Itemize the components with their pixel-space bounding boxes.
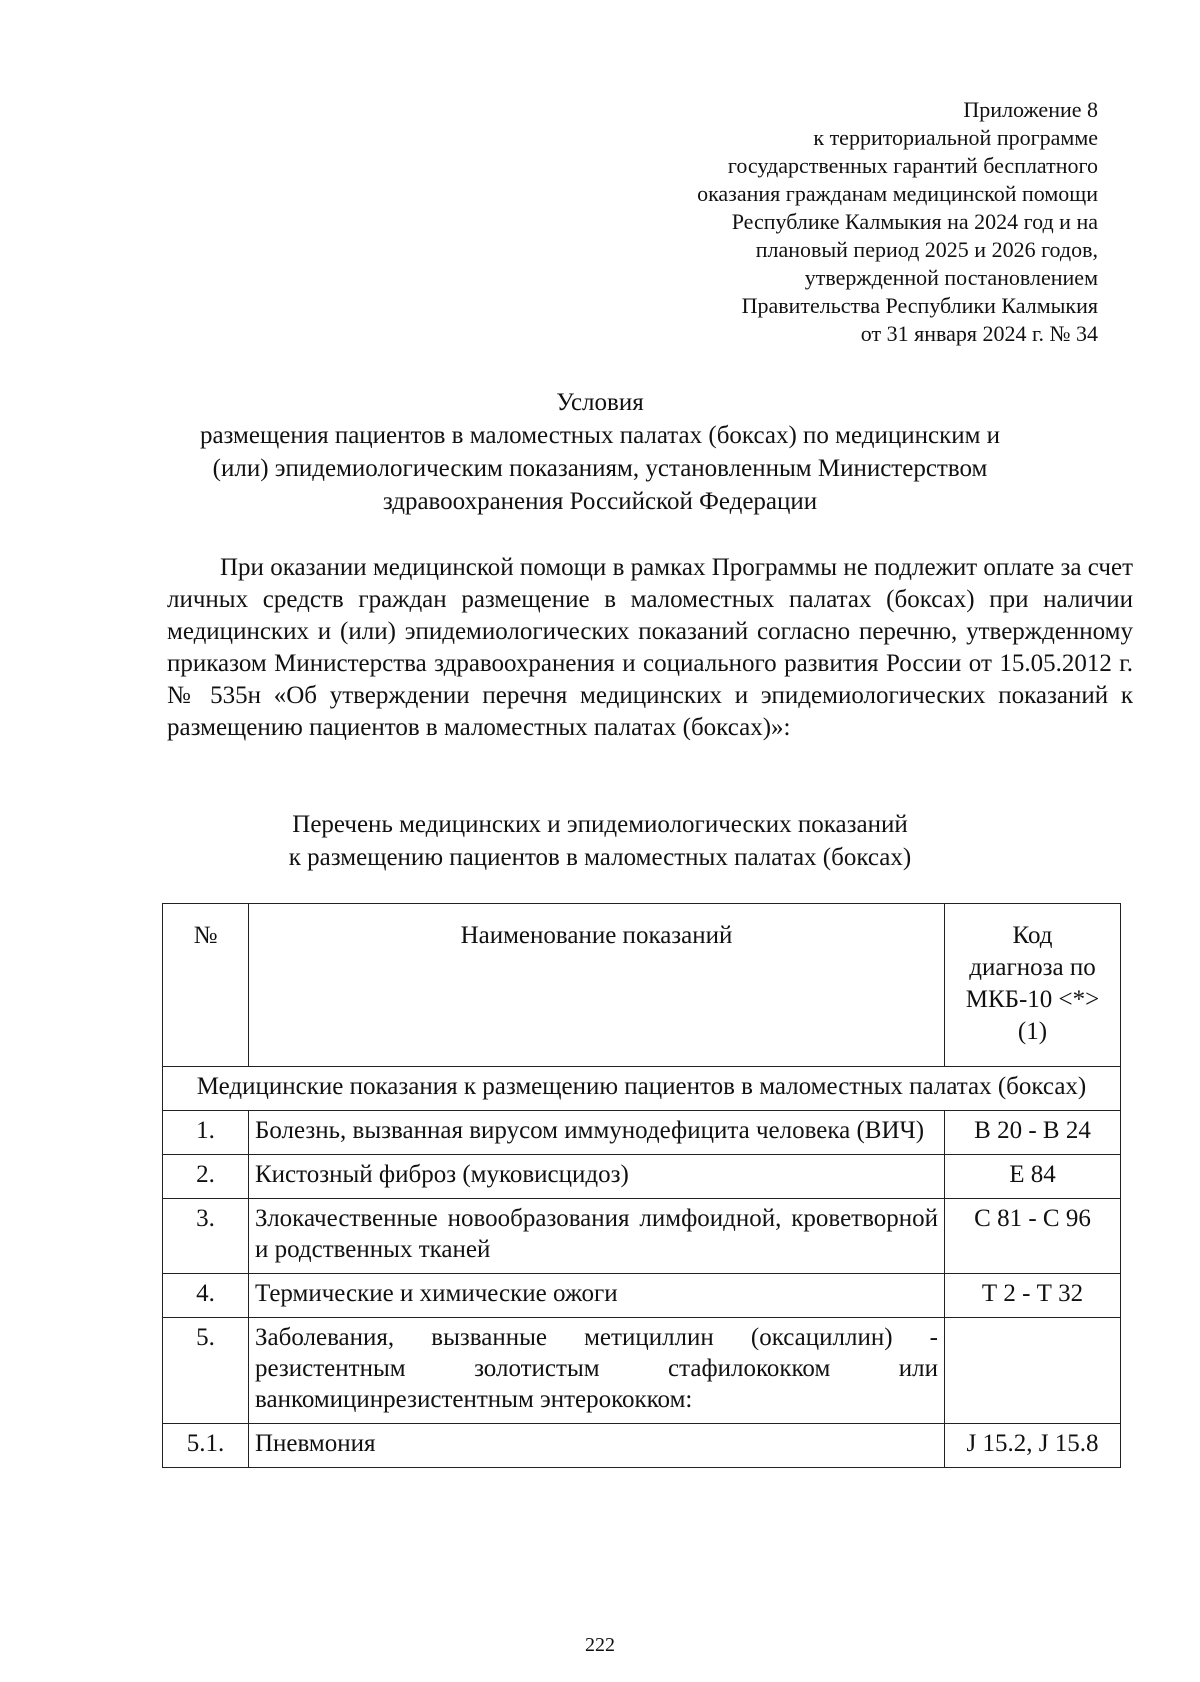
row-code: Т 2 - Т 32	[945, 1274, 1121, 1318]
annex-line: к территориальной программе	[813, 125, 1098, 150]
annex-line: Приложение 8	[963, 97, 1098, 122]
annex-header	[697, 96, 1098, 348]
header-number: №	[163, 904, 249, 1067]
list-title-line: к размещению пациентов в маломестных палатах (боксах)	[288, 844, 912, 871]
title-line: здравоохранения Российской Федерации	[382, 488, 818, 515]
indications-table	[162, 903, 1121, 1468]
row-code: J 15.2, J 15.8	[945, 1424, 1121, 1468]
table-row	[163, 1111, 1121, 1155]
annex-line: утвержденной постановлением	[804, 265, 1098, 290]
annex-line: Республике Калмыкия на 2024 год и на	[731, 209, 1098, 234]
table-row	[163, 1274, 1121, 1318]
header-code-line: диагноза по	[969, 954, 1096, 981]
header-code-line: (1)	[1017, 1018, 1048, 1045]
row-code: Е 84	[945, 1155, 1121, 1199]
table-row	[163, 1199, 1121, 1274]
title-line: размещения пациентов в маломестных палатах (боксах) по медицинским и	[199, 422, 1001, 449]
header-code	[945, 904, 1121, 1067]
annex-line: государственных гарантий бесплатного	[727, 153, 1098, 178]
row-number: 2.	[163, 1155, 249, 1199]
document-title	[150, 386, 1050, 518]
annex-line: плановый период 2025 и 2026 годов,	[755, 237, 1098, 262]
table-section-row	[163, 1067, 1121, 1111]
annex-line: оказания гражданам медицинской помощи	[697, 181, 1098, 206]
row-number: 5.	[163, 1318, 249, 1424]
list-title	[150, 808, 1050, 874]
row-name: Термические и химические ожоги	[249, 1274, 945, 1318]
page-number: 222	[585, 1634, 615, 1656]
row-name: Заболевания, вызванные метициллин (оксациллин) - резистентным золотистым стафилококком или ванкомицинрезистентным энтерококком:	[249, 1318, 945, 1424]
table-row	[163, 1318, 1121, 1424]
row-code: С 81 - С 96	[945, 1199, 1121, 1274]
row-number: 4.	[163, 1274, 249, 1318]
row-name: Болезнь, вызванная вирусом иммунодефицита человека (ВИЧ)	[249, 1111, 945, 1155]
row-name: Кистозный фиброз (муковисцидоз)	[249, 1155, 945, 1199]
annex-line: Правительства Республики Калмыкия	[741, 293, 1098, 318]
row-code: В 20 - В 24	[945, 1111, 1121, 1155]
row-number: 5.1.	[163, 1424, 249, 1468]
row-code	[945, 1318, 1121, 1424]
table-row	[163, 1424, 1121, 1468]
header-code-line: МКБ-10 <*>	[965, 986, 1100, 1013]
list-title-line: Перечень медицинских и эпидемиологических показаний	[292, 811, 908, 838]
table-header-row	[163, 904, 1121, 1067]
section-title: Медицинские показания к размещению пациентов в маломестных палатах (боксах)	[163, 1067, 1121, 1111]
annex-line: от 31 января 2024 г. № 34	[860, 321, 1098, 346]
title-heading: Условия	[556, 389, 644, 416]
title-line: (или) эпидемиологическим показаниям, установленным Министерством	[212, 455, 988, 482]
body-paragraph: При оказании медицинской помощи в рамках Программы не подлежит оплате за счет личных средств граждан размещение в маломестных палатах (боксах) при наличии медицинских и (или) эпидемиологических показаний согласно перечню, утвержденному приказом Министерства здравоохранения и социального развития России от 15.05.2012 г.№ 535н «Об утверждении перечня медицинских и эпидемиологических показаний к размещению пациентов в маломестных палатах (боксах)»:	[167, 554, 1133, 741]
header-code-line: Код	[1012, 922, 1053, 949]
row-name: Пневмония	[249, 1424, 945, 1468]
table-row	[163, 1155, 1121, 1199]
row-number: 1.	[163, 1111, 249, 1155]
header-name: Наименование показаний	[249, 904, 945, 1067]
row-number: 3.	[163, 1199, 249, 1274]
row-name: Злокачественные новообразования лимфоидной, кроветворной и родственных тканей	[249, 1199, 945, 1274]
